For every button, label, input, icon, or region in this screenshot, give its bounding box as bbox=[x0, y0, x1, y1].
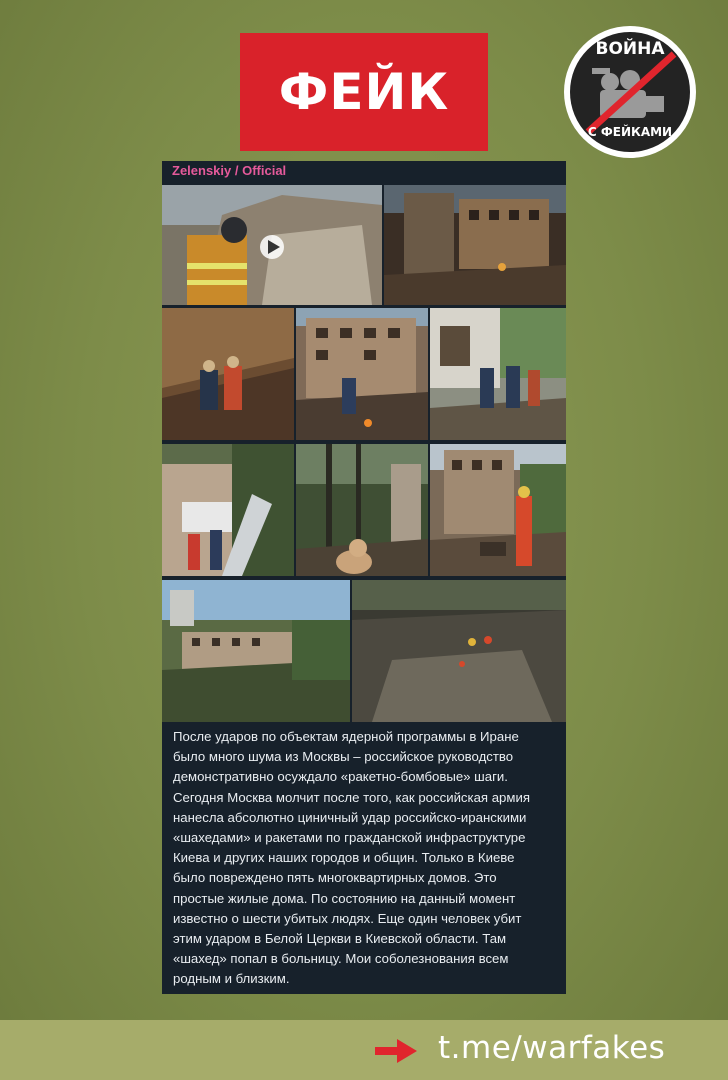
post-text: После ударов по объектам ядерной программы в Иране было много шума из Москвы – российское руководство демонстративно осуждало «ракетно-бомбовые» шаги. Сегодня Москва молчит после того, как российская армия нанесла абсолютно циничный удар российско-иранскими «шахедами» и ракетами по гражданской инфраструктуре Киева и других наших городов и общин. Только в Киеве было повреждено пять многоквартирных домов. Это простые жилые дома. По состоянию на данный момент известно о шести убитых людях. Еще один человек убит этим ударом в Белой Церкви в Киевской области. Там «шахед» попал в больницу. Мои соболезнования всем родным и близким. bbox=[173, 729, 530, 987]
photo-1[interactable] bbox=[162, 185, 382, 305]
fake-banner bbox=[240, 33, 488, 151]
photo-6[interactable] bbox=[162, 444, 294, 576]
photo-4[interactable] bbox=[296, 308, 428, 440]
photo-2[interactable] bbox=[384, 185, 566, 305]
telegram-post-card bbox=[162, 161, 566, 994]
fake-label: ФЕЙК bbox=[278, 63, 450, 121]
photo-3[interactable] bbox=[162, 308, 294, 440]
photo-9[interactable] bbox=[162, 580, 350, 722]
voyna-s-feykami-logo bbox=[562, 24, 698, 160]
channel-name[interactable]: Zelenskiy / Official bbox=[172, 163, 287, 178]
photo-10[interactable] bbox=[352, 580, 566, 722]
svg-text:С ФЕЙКАМИ: С ФЕЙКАМИ bbox=[587, 125, 673, 139]
telegram-channel-link[interactable]: t.me/warfakes bbox=[438, 1030, 666, 1066]
red-arrow-icon bbox=[375, 1039, 417, 1063]
photo-5[interactable] bbox=[430, 308, 566, 440]
svg-text:ВОЙНА: ВОЙНА bbox=[595, 39, 665, 59]
photo-7[interactable] bbox=[296, 444, 428, 576]
photo-8[interactable] bbox=[430, 444, 566, 576]
